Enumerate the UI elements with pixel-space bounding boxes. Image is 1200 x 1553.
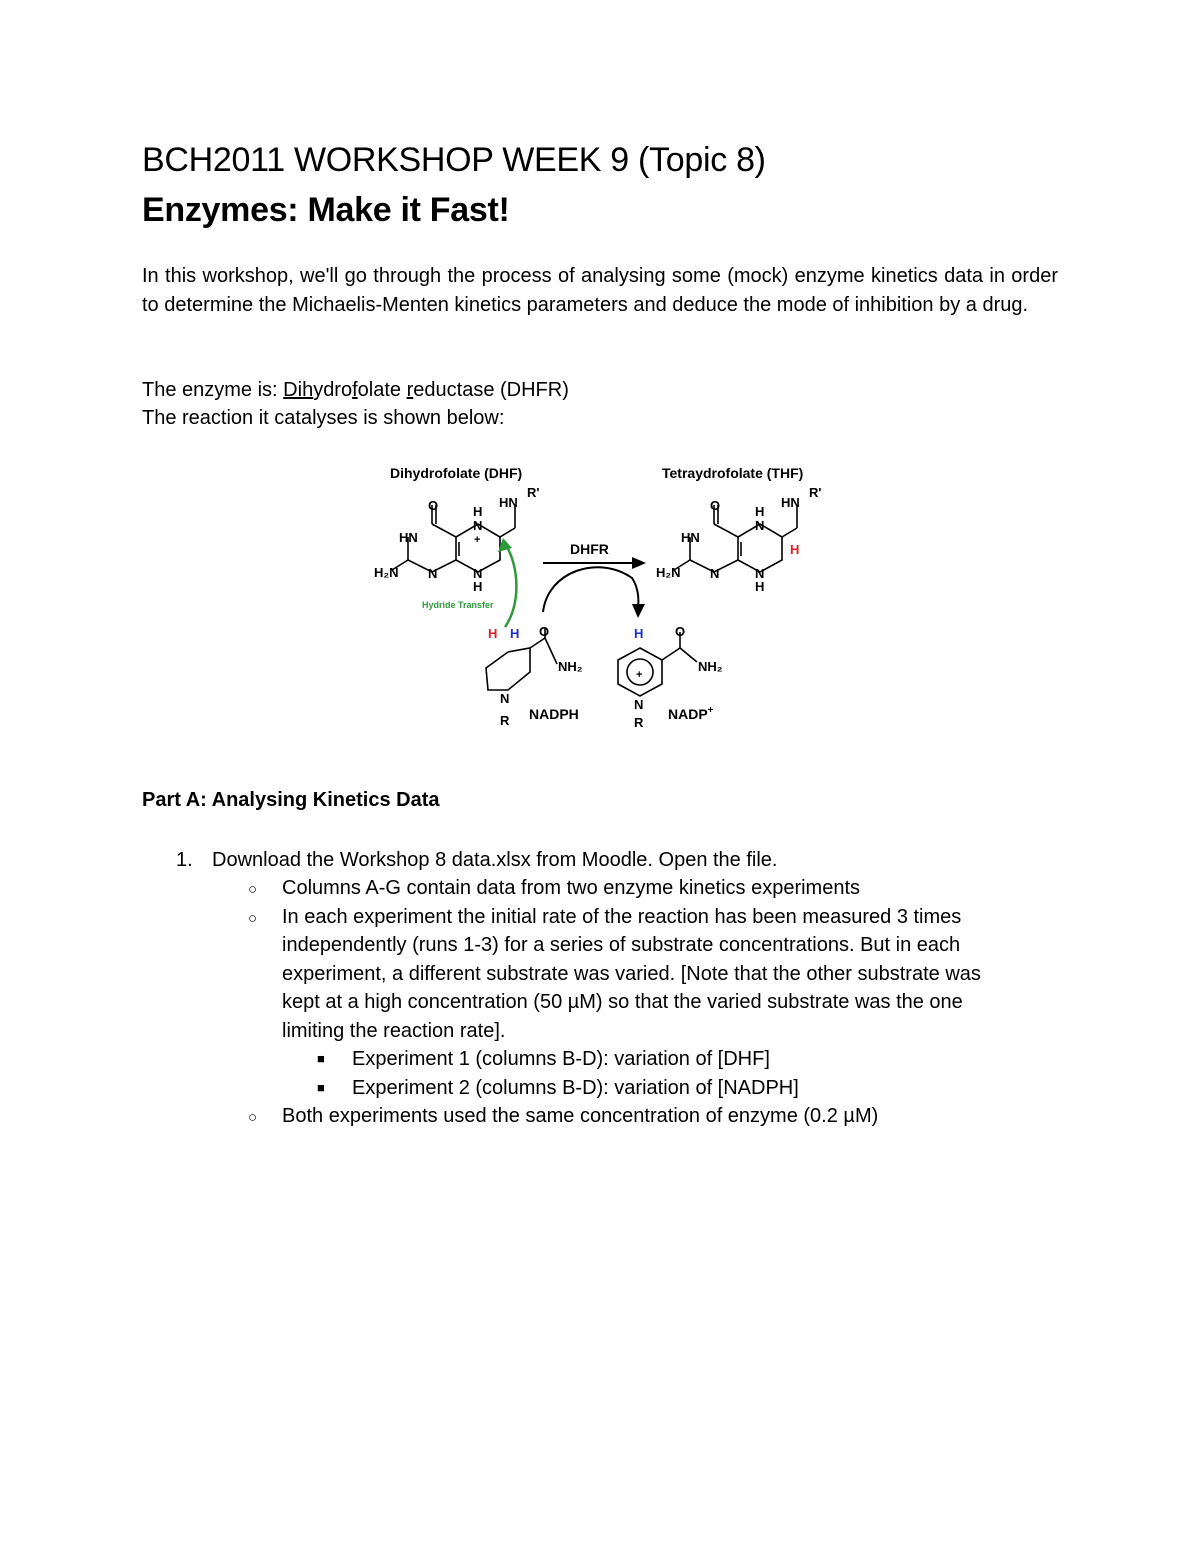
svg-text:N: N — [473, 566, 483, 581]
svg-text:HN: HN — [499, 495, 518, 510]
list-item: Columns A-G contain data from two enzyme kinetics experiments — [282, 877, 861, 899]
circle-bullet-icon: ○ — [248, 910, 258, 927]
circle-bullet-icon: ○ — [248, 1109, 258, 1126]
enzyme-olate: olate — [357, 379, 407, 401]
svg-text:H₂N: H₂N — [656, 565, 681, 580]
svg-text:HN: HN — [399, 530, 418, 545]
enzyme-line — [142, 376, 569, 405]
item-number: 1. — [176, 849, 193, 871]
svg-text:N: N — [755, 566, 765, 581]
list-item-cont: kept at a high concentration (50 µM) so that the varied substrate was the one — [282, 991, 963, 1013]
dhfr-label: DHFR — [570, 541, 609, 557]
thf-title: Tetraydrofolate (THF) — [662, 465, 804, 481]
svg-text:NH₂: NH₂ — [558, 659, 583, 674]
list-item: Experiment 2 (columns B-D): variation of [NADPH] — [352, 1077, 799, 1099]
svg-text:H₂N: H₂N — [374, 565, 399, 580]
svg-text:O: O — [428, 498, 439, 513]
square-bullet-icon: ■ — [317, 1080, 325, 1095]
svg-text:H: H — [790, 542, 800, 557]
list-item: Download the Workshop 8 data.xlsx from Moodle. Open the file. — [212, 849, 778, 871]
svg-text:N: N — [500, 691, 510, 706]
svg-text:HN: HN — [781, 495, 800, 510]
hydride-arrow-icon — [505, 545, 516, 627]
square-bullet-icon: ■ — [317, 1051, 325, 1066]
curved-arrow — [543, 567, 638, 612]
list-item: In each experiment the initial rate of the reaction has been measured 3 times — [282, 906, 962, 928]
svg-text:R': R' — [809, 485, 822, 500]
nadph-label: NADPH — [529, 706, 579, 722]
svg-text:N: N — [428, 566, 438, 581]
svg-text:H: H — [634, 626, 644, 641]
svg-text:HN: HN — [681, 530, 700, 545]
svg-text:H: H — [510, 626, 520, 641]
enzyme-prefix: The enzyme is: — [142, 379, 284, 401]
svg-text:R: R — [634, 715, 644, 730]
enzyme-eductase: eductase (DHFR) — [413, 379, 569, 401]
svg-text:+: + — [636, 669, 643, 681]
reaction-line: The reaction it catalyses is shown below: — [142, 407, 505, 429]
svg-text:O: O — [710, 498, 721, 513]
nadp-label: NADP+ — [668, 705, 714, 722]
svg-text:N: N — [634, 697, 644, 712]
svg-text:H: H — [755, 579, 765, 594]
dhf-title: Dihydrofolate (DHF) — [390, 465, 523, 481]
svg-text:H: H — [488, 626, 498, 641]
svg-text:N: N — [755, 518, 765, 533]
list-item: Both experiments used the same concentration of enzyme (0.2 µM) — [282, 1105, 879, 1127]
enzyme-h: h — [302, 379, 314, 401]
svg-text:H: H — [473, 504, 483, 519]
enzyme-r: r — [406, 379, 414, 401]
svg-text:NH₂: NH₂ — [698, 659, 723, 674]
page-title: BCH2011 WORKSHOP WEEK 9 (Topic 8) — [142, 141, 766, 179]
svg-text:O: O — [539, 624, 550, 639]
svg-text:R: R — [500, 713, 510, 728]
svg-text:H: H — [473, 579, 483, 594]
list-item-cont: limiting the reaction rate]. — [282, 1020, 506, 1042]
enzyme-f: f — [352, 379, 358, 401]
part-a-heading: Part A: Analysing Kinetics Data — [142, 789, 440, 811]
page-subtitle: Enzymes: Make it Fast! — [142, 191, 510, 229]
dhfr-reaction-figure — [360, 455, 840, 740]
svg-text:R': R' — [527, 485, 540, 500]
enzyme-ydro: ydro — [313, 379, 353, 401]
list-item-cont: experiment, a different substrate was varied. [Note that the other substrate was — [282, 963, 981, 985]
list-item-cont: independently (runs 1-3) for a series of substrate concentrations. But in each — [282, 934, 961, 956]
intro-paragraph: In this workshop, we'll go through the process of analysing some (mock) enzyme kinetics data in order to determine the Michaelis-Menten kinetics parameters and deduce the mode of inhibition by a drug. — [142, 265, 1058, 316]
svg-text:N: N — [473, 518, 483, 533]
svg-text:H: H — [755, 504, 765, 519]
svg-text:N: N — [710, 566, 720, 581]
enzyme-di: Di — [283, 379, 303, 401]
hydride-label: Hydride Transfer — [422, 600, 494, 610]
svg-text:+: + — [474, 534, 481, 546]
circle-bullet-icon: ○ — [248, 881, 258, 898]
list-item: Experiment 1 (columns B-D): variation of [DHF] — [352, 1048, 770, 1070]
svg-text:O: O — [675, 624, 686, 639]
